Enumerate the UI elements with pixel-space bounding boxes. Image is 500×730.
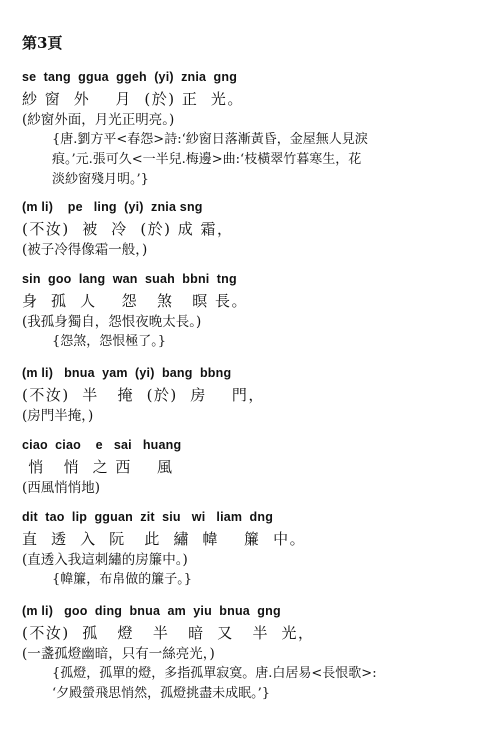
- romanization-line: (m li) goo ding bnua am yiu bnua gng: [22, 604, 281, 618]
- annotation-line: 痕。’元.張可久<一半兒.梅邊>曲:‘枝橫翠竹暮寒生，花: [52, 152, 362, 167]
- romanization-line: (m li) pe ling (yi) znia sng: [22, 200, 203, 214]
- romanization-line: ciao ciao e sai huang: [22, 438, 182, 452]
- romanization-line: sin goo lang wan suah bbni tng: [22, 272, 237, 286]
- romanization-line: se tang ggua ggeh (yi) znia gng: [22, 70, 238, 84]
- gloss-line: (房門半掩，): [22, 408, 94, 424]
- annotation-line: 淡紗窗殘月明。’}: [52, 172, 149, 187]
- gloss-line: (直透入我這刺繡的房簾中。): [22, 552, 188, 568]
- romanization-line: dit tao lip gguan zit siu wi liam dng: [22, 510, 274, 524]
- hanzi-line: 紗 窗 外 月 (於) 正 光。: [22, 90, 244, 108]
- gloss-line: (被子冷得像霜一般，): [22, 242, 148, 258]
- gloss-line: (西風悄悄地): [22, 480, 101, 496]
- annotation-line: {孤燈，孤單的燈，多指孤單寂寞。唐.白居易<長恨歌>:: [52, 666, 377, 681]
- hanzi-line: 直 透 入 阮 此 繡 幃 簾 中。: [22, 530, 307, 548]
- gloss-line: (一盞孤燈幽暗，只有一絲亮光，): [22, 646, 215, 662]
- hanzi-line: (不汝) 被 冷 (於) 成 霜，: [22, 220, 234, 238]
- annotation-line: ‘夕殿螢飛思悄然，孤燈挑盡未成眠。’}: [52, 686, 271, 701]
- page-number: 第3頁: [22, 34, 63, 52]
- hanzi-line: 身 孤 人 怨 煞 暝 長。: [22, 292, 249, 310]
- hanzi-line: (不汝) 孤 燈 半 暗 又 半 光，: [22, 624, 315, 642]
- gloss-line: (紗窗外面，月光正明亮。): [22, 112, 175, 128]
- annotation-line: {怨煞，怨恨極了。}: [52, 334, 167, 349]
- annotation-line: {唐.劉方平<春怨>詩:‘紗窗日落漸黃昏，金屋無人見淚: [52, 132, 368, 147]
- hanzi-line: 悄 悄 之 西 風: [22, 458, 174, 476]
- romanization-line: (m li) bnua yam (yi) bang bbng: [22, 366, 232, 380]
- hanzi-line: (不汝) 半 掩 (於) 房 門，: [22, 386, 265, 404]
- gloss-line: (我孤身獨自，怨恨夜晚太長。): [22, 314, 202, 330]
- annotation-line: {幃簾，布帛做的簾子。}: [52, 572, 193, 587]
